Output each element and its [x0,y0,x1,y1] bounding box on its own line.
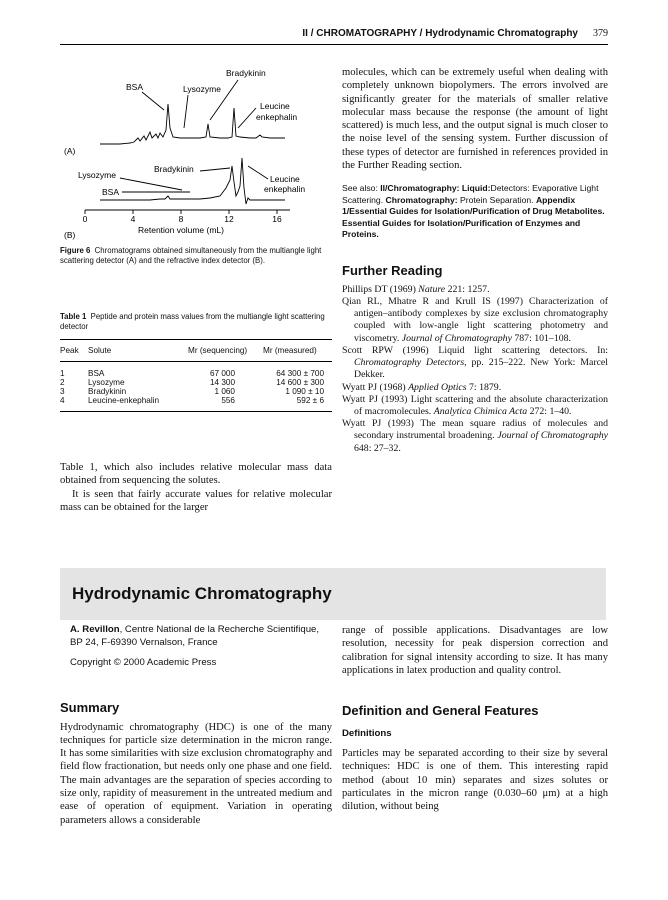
cell: 592 ± 6 [296,396,324,405]
left-upper-text [60,461,332,514]
article-title: Hydrodynamic Chromatography [72,584,332,603]
label-b-bradykinin: Bradykinin [154,164,194,174]
reference-item: Wyatt PJ (1993) The mean square radius of molecules and secondary instrumental broadening. Journal of Chromatography 648: 27–32. [342,418,609,454]
article-right-column [342,624,608,814]
x-axis-ticks [85,210,277,214]
cell: 2 [60,378,65,387]
label-a-enkephalin: enkephalin [256,112,298,122]
affiliation: , Centre National de la Recherche Scientifique, BP 24, F-69390 Vernalson, France [70,624,320,648]
label-a-leucine: Leucine [260,101,290,111]
cell: 556 [221,396,235,405]
cell: 3 [60,387,65,396]
see-also-2-rest: Protein Separation. [459,194,534,205]
further-reading-list [342,284,608,455]
label-b-leucine: Leucine [270,174,300,184]
cell: 1 060 [214,387,235,396]
label-b-enkephalin: enkephalin [264,184,306,194]
summary-title: Summary [60,699,120,715]
right-paragraph-1: molecules, which can be extremely useful when dealing with completely unknown biopolymers. The errors involved are significantly greater for the materials of smaller relative molecular mass because the response (the amount of light scattered) is much less, and the output signal is much closer to the noise level of the sensing system. Further discussion of these types of detector are furnished in references provided in the Further Reading section. [342,67,608,172]
reference-item: Qian RL, Mhatre R and Krull IS (1997) Characterization of antigen–antibody complexes by size exclusion chromatography coupled with low-angle light scattering photometry and viscometry. Journal of Chromatography 787: 101–108. [342,296,608,344]
th-solute: Solute [88,346,112,355]
right-upper-column [342,66,608,455]
cell: 67 000 [209,369,235,378]
left-paragraph-2: It is seen that fairly accurate values for relative molecular mass can be obtained for the larger [60,488,332,513]
axis-label: Retention volume (mL) [138,225,224,235]
table-ref: Table 1 [60,462,95,473]
tick-16: 16 [272,214,282,224]
pointer-a-leucine [238,108,256,128]
see-also-3: Appendix 1/Essential Guides for Isolation/Purification of Drug Metabolites. Essential Guides for Isolation/Purification of Enzymes and Proteins. [342,194,605,240]
reference-item: Wyatt PJ (1968) Applied Optics 7: 1879. [342,381,502,393]
cell: 4 [60,396,65,405]
cell: 1 090 ± 10 [285,387,324,396]
cell: Bradykinin [88,387,127,396]
see-also [342,183,608,241]
left-paragraph-1 [60,461,332,488]
tick-4: 4 [130,214,136,224]
mass-table [60,339,332,412]
label-b-lysozyme: Lysozyme [78,170,116,180]
label-a-bsa: BSA [126,82,144,92]
label-a-bradykinin: Bradykinin [226,68,266,78]
label-a-lysozyme: Lysozyme [183,84,221,94]
figure-caption [60,246,332,266]
left-p1-rest: , which also includes relative molecular mass data obtained from sequencing the solutes. [60,462,332,487]
table-header-row [60,340,332,362]
panel-a-label: (A) [64,146,76,156]
reference-item: Phillips DT (1969) Nature 221: 1257. [342,283,490,295]
see-also-intro: See also: [342,183,378,194]
table-row [60,362,332,379]
trace-a [100,104,285,144]
table-caption [60,312,332,332]
definitions-subtitle: Definitions [342,728,392,740]
running-header [60,28,608,45]
further-reading-title: Further Reading [342,262,443,278]
table-caption-text: Peptide and protein mass values from the multiangle light scattering detector [60,312,325,331]
table-1 [60,312,332,412]
table-row [60,378,332,387]
table-row [60,396,332,412]
pointer-a-lysozyme [184,95,188,128]
figure-caption-text: Chromatograms obtained simultaneously from the multiangle light scattering detector (A) and the refractive index detector (B). [60,246,322,265]
chromatogram-figure [60,58,332,268]
th-mr-seq: Mr (sequencing) [188,346,248,355]
see-also-2: Chromatography: [385,194,458,205]
author-name: A. Revillon [70,624,120,635]
th-mr-meas: Mr (measured) [263,346,317,355]
label-b-bsa: BSA [102,187,120,197]
figure-caption-label: Figure 6 [60,246,91,255]
running-title: II / CHROMATOGRAPHY / Hydrodynamic Chromatography [302,28,578,39]
cell: 14 600 ± 300 [276,378,324,387]
article-left-column [60,624,332,827]
tick-12: 12 [224,214,234,224]
see-also-1: II/Chromatography: Liquid: [380,183,491,194]
reference-item: Scott RPW (1996) Liquid light scattering detectors. In: Chromatography Detectors, pp. 215–222. New York: Marcel Dekker. [342,344,608,381]
pointer-a-bsa [142,92,164,110]
cell: 64 300 ± 700 [276,369,324,378]
pointer-b-bradykinin [200,168,230,171]
pointer-b-leucine [248,166,268,179]
article-title-banner [60,568,606,620]
reference-item: Wyatt PJ (1993) Light scattering and the absolute characterization of macromolecules. Analytica Chimica Acta 272: 1–40. [342,393,608,417]
cell: Lysozyme [88,378,125,387]
cell: Leucine-enkephalin [88,396,160,405]
page-number: 379 [593,28,608,39]
summary-text: Hydrodynamic chromatography (HDC) is one of the many techniques for particle size determination in the micron range. It has some similarities with size exclusion chromatography and field flow fractionation, but needs only one phase and one field. The main advantages are the separation of species according to size only, rapidity of measurement in the untreated medium and ease of operation of equipment. Variation in operating parameters allows a considerable [60,721,332,826]
table-row [60,387,332,396]
definitions-text: Particles may be separated according to their size by several techniques: HDC is one of them. This interesting rapid method (about 10 min) separates and sizes solutes or particulates in the micron range (0.030–60 μm) at a high dilution, without being [342,748,608,813]
cell: BSA [88,369,105,378]
tick-0: 0 [82,214,88,224]
table-caption-label: Table 1 [60,312,87,321]
cell: 14 300 [209,378,235,387]
cell: 1 [60,369,65,378]
copyright: Copyright © 2000 Academic Press [70,657,217,668]
th-peak: Peak [60,346,79,355]
summary-continued: range of possible applications. Disadvantages are low resolution, necessity for peak dispersion correction and calibration for signal intensity according to size. It has many applications in latex production and quality control. [342,625,608,676]
see-also-1-rest: Detectors: Evaporative Light Scattering. [342,183,599,205]
author-affiliation [60,624,332,649]
definition-title: Definition and General Features [342,703,539,719]
pointer-b-lysozyme [120,178,182,190]
figure-6 [60,58,332,268]
panel-b-label: (B) [64,230,76,240]
tick-8: 8 [178,214,184,224]
